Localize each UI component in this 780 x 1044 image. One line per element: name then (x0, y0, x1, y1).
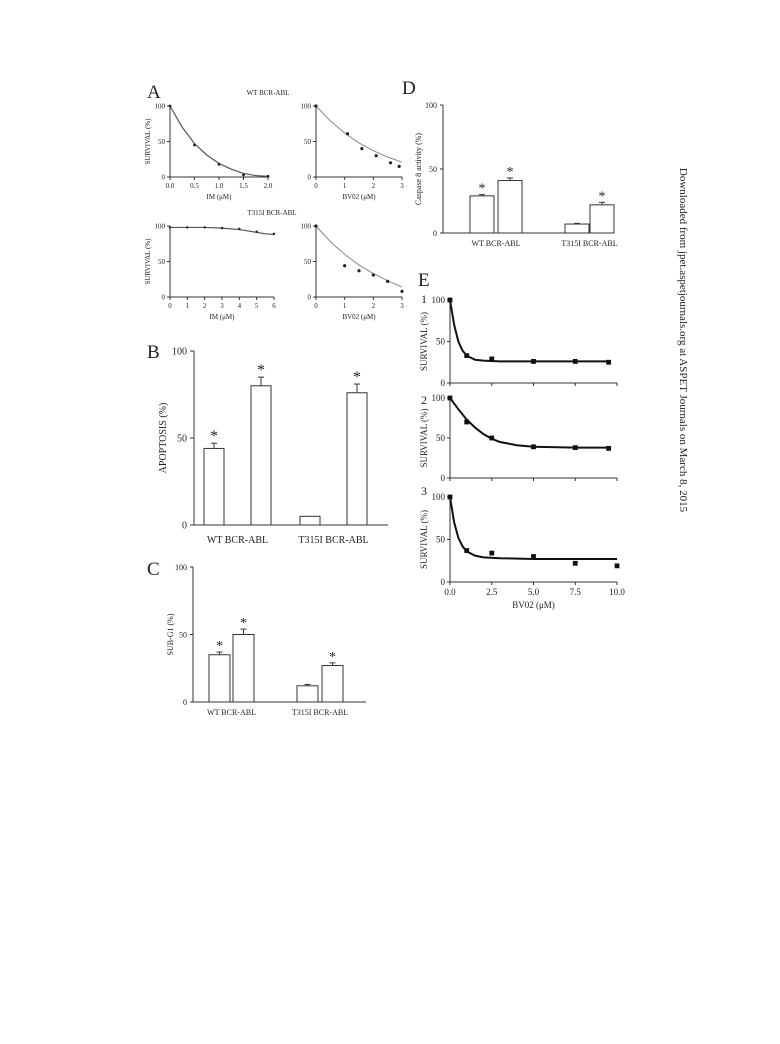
data-point (489, 357, 494, 362)
significance-star: * (506, 164, 514, 180)
x-axis-label: BV02 (μM) (342, 193, 376, 201)
data-point (489, 436, 494, 441)
data-point (573, 359, 578, 364)
data-point (221, 227, 223, 229)
x-tick-label: 3 (400, 302, 404, 310)
x-tick-label: 1.5 (239, 182, 248, 190)
data-point (169, 226, 171, 228)
data-point (606, 446, 611, 451)
chart-d (414, 101, 618, 248)
x-axis-label: BV02 (μM) (512, 600, 555, 610)
data-point (314, 224, 317, 227)
y-axis-label: SURVIVAL (%) (419, 408, 429, 468)
group-label: WT BCR-ABL (206, 535, 269, 546)
significance-star: * (598, 189, 606, 205)
subpanel-label-e3: 3 (421, 484, 427, 498)
y-tick-label: 100 (431, 295, 445, 306)
x-tick-label: 2 (371, 182, 376, 190)
x-tick-label: 1 (185, 302, 190, 310)
y-tick-label: 100 (300, 102, 311, 111)
y-tick-label: 100 (431, 492, 445, 503)
y-axis-label: SURVIVAL (%) (419, 311, 429, 372)
data-point (360, 147, 363, 150)
axis-lines (170, 226, 274, 297)
x-axis-label: IM (μM) (209, 313, 235, 321)
axis-lines (316, 106, 402, 177)
data-point (238, 228, 240, 230)
x-tick-label: 7.5 (569, 587, 581, 597)
x-tick-label: 1 (342, 302, 347, 310)
panel-label-c: C (147, 559, 160, 580)
data-point (400, 290, 403, 293)
chart-a4 (301, 222, 405, 321)
significance-star: * (478, 181, 486, 197)
axis-lines (316, 226, 402, 297)
x-tick-label: 5 (254, 302, 259, 310)
data-point (372, 273, 375, 276)
data-point (615, 563, 620, 568)
panel-label-b: B (147, 342, 160, 363)
bar (322, 666, 343, 702)
panel-label-d: D (402, 78, 416, 99)
y-tick-label: 0 (161, 293, 165, 302)
download-watermark: Downloaded from jpet.aspetjournals.org at ASPET Journals on March 8, 2015 (677, 167, 689, 513)
x-tick-label: 3 (220, 302, 224, 310)
data-point (375, 154, 378, 157)
y-tick-label: 100 (300, 222, 311, 231)
y-tick-label: 50 (429, 164, 437, 174)
data-point (357, 269, 360, 272)
data-point (242, 173, 245, 176)
y-axis-label: SUB-G1 (%) (166, 613, 175, 656)
group-label: T315I BCR-ABL (298, 535, 369, 546)
y-tick-label: 50 (304, 137, 311, 146)
chart-c (166, 563, 366, 717)
x-tick-label: 2 (371, 302, 376, 310)
data-point (489, 551, 494, 556)
y-tick-label: 100 (431, 393, 445, 404)
x-tick-label: 1.0 (214, 182, 224, 190)
data-point (464, 420, 469, 425)
x-tick-label: 0 (314, 302, 318, 310)
bar (233, 635, 254, 703)
significance-star: * (329, 649, 336, 665)
group-label: WT BCR-ABL (471, 239, 521, 248)
data-point (531, 554, 536, 559)
x-tick-label: 6 (272, 302, 276, 310)
y-axis-label: APOPTOSIS (%) (158, 402, 169, 474)
data-point (531, 359, 536, 364)
x-tick-label: 0 (314, 182, 318, 190)
bar (498, 181, 522, 233)
significance-star: * (240, 616, 247, 632)
y-tick-label: 50 (158, 137, 165, 146)
data-point (448, 298, 453, 303)
group-label: WT BCR-ABL (207, 708, 256, 717)
x-tick-label: 5.0 (527, 587, 540, 597)
bar (251, 386, 271, 525)
axis-lines (170, 106, 268, 177)
panel-label-a: A (147, 82, 161, 103)
y-axis-label: SURVIVAL (%) (144, 238, 152, 285)
bar (590, 205, 614, 233)
y-tick-label: 50 (436, 336, 445, 347)
data-point (193, 144, 196, 147)
fit-curve (316, 106, 402, 162)
chart-e3 (419, 492, 625, 610)
data-point (448, 396, 453, 401)
y-axis-label: SURVIVAL (%) (419, 509, 429, 570)
x-axis-label: IM (μM) (206, 193, 232, 201)
bar (297, 686, 318, 702)
bar (300, 516, 320, 525)
y-tick-label: 50 (436, 433, 445, 444)
data-point (573, 561, 578, 566)
data-point (606, 360, 611, 365)
chart-title: T315I BCR-ABL (247, 209, 297, 217)
chart-a2 (301, 102, 405, 201)
significance-star: * (210, 428, 218, 446)
axis-lines (443, 105, 614, 233)
y-tick-label: 100 (172, 346, 187, 358)
data-point (186, 226, 188, 228)
data-point (346, 132, 349, 135)
data-point (531, 444, 536, 449)
data-point (314, 104, 317, 107)
x-tick-label: 3 (400, 182, 404, 190)
y-tick-label: 0 (440, 577, 445, 588)
subpanel-label-e2: 2 (421, 393, 427, 407)
axis-lines (450, 300, 617, 383)
fit-curve (450, 497, 617, 559)
x-tick-label: 1 (342, 182, 347, 190)
x-tick-label: 2 (202, 302, 207, 310)
y-tick-label: 100 (175, 562, 187, 572)
axis-lines (450, 497, 617, 582)
y-tick-label: 0 (183, 697, 187, 707)
chart-e2 (419, 393, 617, 483)
bar (470, 196, 494, 233)
data-point (448, 495, 453, 500)
y-tick-label: 50 (158, 257, 165, 266)
data-point (464, 353, 469, 358)
y-tick-label: 100 (154, 102, 165, 111)
fit-curve (170, 106, 268, 176)
data-point (573, 445, 578, 450)
y-tick-label: 100 (425, 100, 437, 110)
axis-lines (450, 398, 617, 478)
chart-title: WT BCR-ABL (246, 89, 290, 97)
x-tick-label: 0.0 (165, 182, 175, 190)
data-point (273, 233, 275, 235)
group-label: T315I BCR-ABL (561, 239, 618, 248)
data-point (203, 226, 205, 228)
data-point (255, 230, 257, 232)
data-point (267, 175, 270, 178)
y-axis-label: SURVIVAL (%) (144, 118, 152, 165)
fit-curve (450, 300, 609, 361)
data-point (218, 163, 221, 166)
fit-curve (450, 398, 609, 448)
chart-a3 (144, 209, 297, 321)
x-tick-label: 0.5 (190, 182, 199, 190)
y-axis-label: Caspase 8 activity (%) (414, 132, 423, 206)
y-tick-label: 0 (307, 173, 311, 182)
fit-curve (316, 226, 402, 287)
chart-e1 (419, 295, 617, 388)
bar (204, 448, 224, 525)
significance-star: * (257, 362, 265, 380)
bar (565, 224, 589, 233)
y-tick-label: 0 (440, 473, 445, 484)
data-point (464, 548, 469, 553)
chart-a1 (144, 89, 289, 201)
x-tick-label: 0 (168, 302, 172, 310)
y-tick-label: 0 (182, 520, 187, 532)
data-point (169, 105, 172, 108)
chart-b (158, 347, 388, 547)
x-tick-label: 2.5 (486, 587, 498, 597)
y-tick-label: 50 (436, 534, 445, 545)
panel-label-e: E (418, 270, 430, 291)
significance-star: * (216, 639, 223, 655)
group-label: T315I BCR-ABL (291, 708, 349, 717)
subpanel-label-e1: 1 (421, 292, 427, 306)
x-tick-label: 2.0 (263, 182, 273, 190)
y-tick-label: 0 (433, 228, 437, 238)
x-tick-label: 10.0 (609, 587, 625, 597)
y-tick-label: 50 (179, 630, 187, 640)
y-tick-label: 0 (440, 378, 445, 389)
data-point (389, 161, 392, 164)
data-point (343, 264, 346, 267)
y-tick-label: 0 (161, 173, 165, 182)
y-tick-label: 0 (307, 293, 311, 302)
x-tick-label: 0.0 (444, 587, 456, 597)
significance-star: * (353, 369, 361, 387)
x-axis-label: BV02 (μM) (342, 313, 376, 321)
y-tick-label: 50 (304, 257, 311, 266)
bar (209, 655, 230, 702)
data-point (398, 165, 401, 168)
data-point (386, 280, 389, 283)
y-tick-label: 100 (154, 222, 165, 231)
y-tick-label: 50 (177, 433, 187, 445)
bar (347, 393, 367, 525)
x-tick-label: 4 (237, 302, 242, 310)
